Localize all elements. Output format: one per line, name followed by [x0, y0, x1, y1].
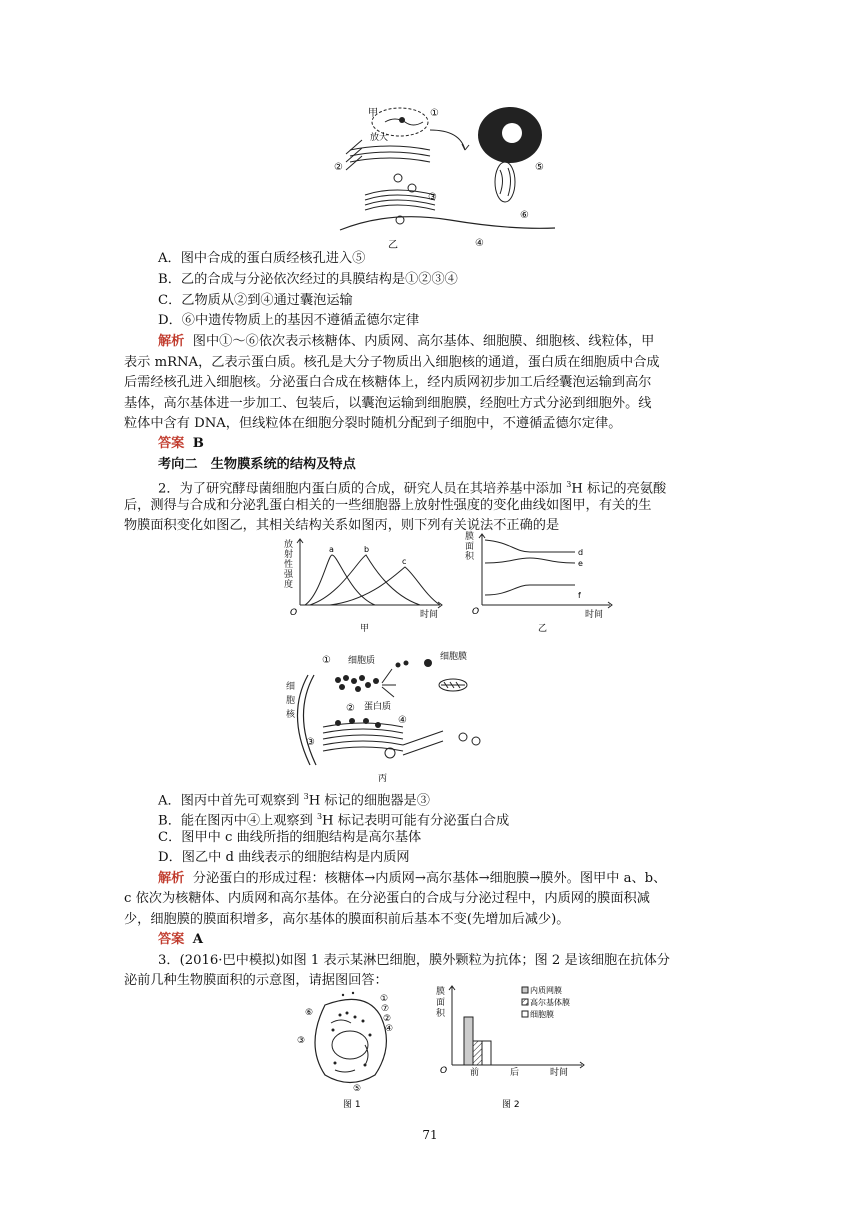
- q1-option-a: A．图中合成的蛋白质经核孔进入⑤: [158, 251, 366, 266]
- label-3: ③: [297, 1036, 306, 1046]
- q1-option-b: B．乙的合成与分泌依次经过的具膜结构是①②③④: [158, 272, 458, 287]
- q1-answer: [158, 434, 740, 453]
- legend-swatch-pm: [522, 1011, 528, 1017]
- q1-option-c: C．乙物质从②到④通过囊泡运输: [158, 293, 353, 308]
- q2-stem-line-1: [158, 475, 740, 498]
- legend-golgi: 高尔基体膜: [530, 998, 570, 1007]
- category-qian: 前: [470, 1068, 480, 1078]
- q3-stem-line-1: 3．(2016·巴中模拟)如图 1 表示某淋巴细胞，膜外颗粒为抗体；图 2 是该细胞在抗体分: [158, 953, 670, 968]
- q1-analysis-line-5: 粒体中含有 DNA，但线粒体在细胞分裂时随机分配到子细胞中，不遵循孟德尔定律。: [124, 416, 622, 431]
- q1-analysis-line-3: 后需经核孔进入细胞核。分泌蛋白合成在核糖体上，经内质网初步加工后经囊泡运输到高尔: [124, 375, 652, 390]
- label-2: ②: [334, 162, 343, 173]
- label-4: ④: [398, 715, 407, 726]
- label-5: ⑤: [535, 162, 544, 173]
- q2-stem-b: H 标记的亮氨酸: [571, 481, 667, 497]
- answer-label: 答案: [158, 436, 185, 451]
- q1-option-d: D．⑥中遗传物质上的基因不遵循孟德尔定律: [158, 313, 420, 328]
- curve-f-label: f: [578, 591, 581, 600]
- curve-d-label: d: [578, 548, 584, 557]
- label-1: ①: [322, 655, 331, 666]
- q2-option-b: [158, 807, 740, 830]
- label-3: ③: [306, 737, 315, 748]
- curve-e-label: e: [578, 559, 583, 568]
- caption-jia: 甲: [360, 624, 370, 634]
- x-axis-label: 时间: [420, 610, 439, 620]
- curve-a-label: a: [329, 545, 334, 554]
- x-axis-label: 时间: [550, 1068, 569, 1078]
- label-2: ②: [346, 703, 355, 714]
- bar-er: [464, 1017, 473, 1065]
- answer-label: 答案: [158, 932, 185, 947]
- q3-stem-line-2: 泌前几种生物膜面积的示意图，请据图回答：: [124, 973, 388, 988]
- opt-b-text: B．能在图丙中④上观察到: [158, 813, 317, 829]
- x-axis-label: 时间: [585, 610, 604, 620]
- label-xibaomo: 细胞膜: [440, 652, 468, 662]
- q2-stem-line-3: 物膜面积变化如图乙，其相关结构关系如图丙，则下列有关说法不正确的是: [124, 518, 560, 533]
- q1-analysis-line-2: 表示 mRNA，乙表示蛋白质。核孔是大分子物质出入细胞核的通道，蛋白质在细胞质中合成: [124, 355, 660, 370]
- label-7: ⑦: [381, 1004, 390, 1014]
- chart-jia-ylabel: 放射性强度: [284, 540, 294, 590]
- curve-c-label: c: [402, 557, 407, 566]
- answer-value: A: [192, 932, 203, 947]
- cell-secretion-figure: [330, 100, 560, 250]
- label-4: ④: [475, 238, 484, 249]
- chart-jia: [280, 535, 450, 635]
- label-danbaizhi: 蛋白质: [364, 702, 392, 712]
- label-xibaozhi: 细胞质: [348, 656, 376, 666]
- lymphocyte-figure: [295, 985, 405, 1110]
- sup-3: 3: [303, 792, 309, 801]
- q2-stem-line-2: 后，测得与合成和分泌乳蛋白相关的一些细胞器上放射性强度的变化曲线如图甲，有关的生: [124, 498, 652, 513]
- label-6: ⑥: [520, 210, 529, 221]
- origin-label: O: [290, 608, 298, 618]
- q2-option-c: C．图甲中 c 曲线所指的细胞结构是高尔基体: [158, 830, 422, 845]
- opt-a-text-2: H 标记的细胞器是③: [308, 793, 430, 809]
- label-yi: 乙: [388, 240, 398, 250]
- legend-swatch-er: [522, 987, 528, 993]
- curve-b-label: b: [364, 545, 370, 554]
- analysis-text: 分泌蛋白的形成过程：核糖体→内质网→高尔基体→细胞膜→膜外。图甲中 a、b、: [192, 871, 667, 886]
- bar-golgi: [473, 1041, 482, 1065]
- q2-analysis-line-3: 少，细胞膜的膜面积增多，高尔基体的膜面积前后基本不变(先增加后减少)。: [124, 912, 570, 927]
- sup-3: 3: [566, 480, 572, 489]
- answer-value: B: [192, 436, 204, 451]
- q2-analysis-line-2: c 依次为核糖体、内质网和高尔基体。在分泌蛋白的合成与分泌过程中，内质网的膜面积减: [124, 891, 650, 906]
- origin-label: O: [440, 1066, 448, 1076]
- origin-label: O: [472, 607, 480, 617]
- opt-a-text: A．图丙中首先可观察到: [158, 793, 304, 809]
- label-1: ①: [430, 108, 439, 119]
- q2-answer: [158, 930, 740, 949]
- chart-yi: [470, 530, 620, 635]
- q1-analysis-line-1: [158, 332, 740, 351]
- bar-chart-ylabel: 膜面积: [436, 987, 446, 1019]
- page-number: 71: [422, 1128, 438, 1142]
- membrane-area-bar-chart: [432, 985, 592, 1110]
- section-heading: 考向二 生物膜系统的结构及特点: [158, 457, 356, 472]
- q2-stem-a: 2．为了研究酵母菌细胞内蛋白质的合成，研究人员在其培养基中添加: [158, 481, 567, 497]
- q1-analysis-line-4: 基体，高尔基体进一步加工、包装后，以囊泡运输到细胞膜，经胞吐方式分泌到细胞外。线: [124, 396, 652, 411]
- fig1-caption: 图 1: [343, 1100, 361, 1110]
- analysis-label: 解析: [158, 871, 185, 886]
- analysis-label: 解析: [158, 334, 185, 349]
- q2-option-d: D．图乙中 d 曲线表示的细胞结构是内质网: [158, 850, 410, 865]
- bar-pm: [482, 1041, 491, 1065]
- label-jia: 甲: [368, 108, 378, 119]
- sup-3: 3: [316, 812, 323, 821]
- label-3: ③: [428, 192, 437, 203]
- category-hou: 后: [510, 1068, 520, 1078]
- label-fangda: 放大: [370, 133, 389, 143]
- legend-swatch-golgi: [522, 999, 528, 1005]
- legend-er: 内质网膜: [530, 986, 562, 995]
- analysis-text: 图中①～⑥依次表示核糖体、内质网、高尔基体、细胞膜、细胞核、线粒体，甲: [192, 334, 655, 349]
- label-4: ④: [385, 1024, 394, 1034]
- caption-yi: 乙: [538, 624, 548, 634]
- chart-yi-ylabel: 膜面积: [465, 532, 475, 562]
- label-1: ①: [380, 994, 389, 1004]
- label-xibaohe: 细胞核: [286, 682, 296, 720]
- q2-analysis-line-1: [158, 869, 740, 888]
- legend-pm: 细胞膜: [530, 1010, 554, 1019]
- label-6: ⑥: [305, 1008, 314, 1018]
- opt-b-text-2: H 标记表明可能有分泌蛋白合成: [322, 813, 510, 829]
- caption-bing: 丙: [378, 774, 388, 784]
- label-2: ②: [383, 1014, 392, 1024]
- fig2-caption: 图 2: [502, 1100, 520, 1110]
- label-5: ⑤: [353, 1084, 362, 1094]
- figure-bing: [278, 645, 488, 785]
